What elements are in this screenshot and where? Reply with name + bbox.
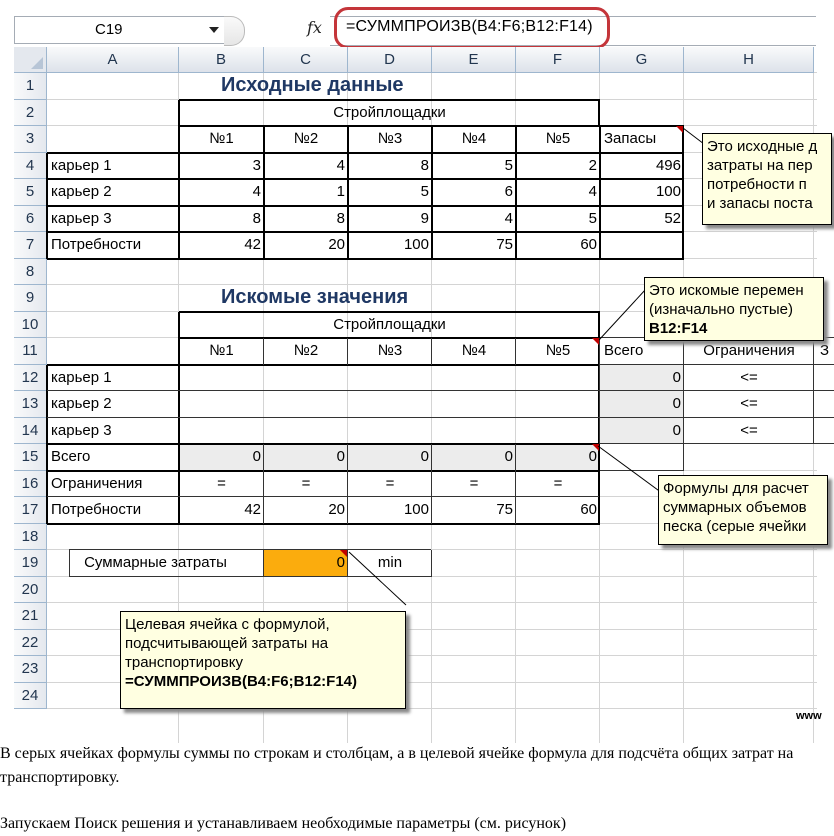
need-cell[interactable]: 42 [244,501,261,518]
comment-line: (изначально пустые) [649,301,794,318]
limit-cell[interactable]: = [217,474,226,492]
cost-cell[interactable]: 2 [588,156,597,174]
limit-cell[interactable]: <= [740,395,758,412]
comment-line: Целевая ячейка с формулой, [125,616,330,633]
cost-cell[interactable]: 1 [336,183,345,200]
connector-line [683,128,704,144]
formula-highlight-oval [334,7,610,49]
total-cell[interactable]: 0 [252,448,261,465]
caption [0,742,816,836]
limit-cell[interactable]: <= [740,368,758,386]
row-header[interactable]: 4 [14,153,47,180]
row-header[interactable]: 8 [14,259,47,286]
column-label[interactable]: №1 [209,342,234,359]
cost-cell[interactable]: 4 [336,156,345,174]
column-label[interactable]: №4 [461,130,487,147]
row-header[interactable]: 15 [14,444,47,471]
cost-cell[interactable]: 3 [252,156,261,174]
comment-line: Формулы для расчет [663,480,809,497]
row-header[interactable]: 17 [14,497,47,524]
comment-line: затраты на пер [707,157,813,174]
caption-paragraph-2: Запускаем Поиск решения и устанавливаем необходимые параметры (см. рисунок) [0,815,567,832]
column-header[interactable]: A [47,47,179,73]
insert-function-icon[interactable]: fx [307,18,322,37]
cost-cell[interactable]: 9 [420,209,429,227]
row-label[interactable]: карьер 3 [51,209,112,227]
column-header[interactable]: C [264,47,348,73]
target-cell[interactable]: 0 [336,554,345,571]
limit-cell[interactable]: = [553,474,563,492]
need-cell[interactable]: 42 [244,236,261,253]
chevron-down-icon[interactable] [209,27,219,33]
comment-line: песка (серые ячейки [663,518,807,535]
row-header[interactable]: 1 [14,73,47,100]
group-header[interactable]: Стройплощадки [333,315,446,333]
row-header[interactable]: 6 [14,206,47,233]
limit-cell[interactable]: = [385,474,395,492]
cost-cell[interactable]: 5 [420,183,429,200]
column-label: З [820,342,830,359]
comment-line: транспортировку [125,654,243,671]
comment-line: =СУММПРОИЗВ(B4:F6;B12:F14) [125,673,358,690]
row-label[interactable]: карьер 1 [51,368,112,386]
column-label[interactable]: №4 [461,342,487,359]
column-label[interactable]: №3 [377,342,403,359]
stock-cell[interactable]: 100 [655,183,681,200]
column-header[interactable]: G [600,47,684,73]
section-title: Исходные данные [221,74,404,96]
cost-cell[interactable]: 6 [504,183,513,200]
stock-cell[interactable]: 52 [664,209,681,227]
total-cell[interactable]: 0 [672,421,681,439]
row-header[interactable]: 13 [14,391,47,418]
row-header[interactable]: 2 [14,100,47,127]
row-header[interactable]: 12 [14,365,47,392]
column-label[interactable]: Запасы [604,130,657,147]
comment-note [120,611,406,709]
comment-line: Это искомые перемен [649,282,804,299]
column-label[interactable]: №1 [209,130,234,147]
comment-line: и запасы поста [707,195,813,212]
column-label[interactable]: №5 [545,130,571,147]
column-label[interactable]: №2 [293,130,319,147]
need-cell[interactable]: 100 [403,236,429,253]
row-header[interactable]: 21 [14,603,47,630]
name-box-value: C19 [95,21,123,38]
cost-cell[interactable]: 5 [504,156,513,174]
row-label[interactable]: карьер 2 [51,395,112,412]
column-label[interactable]: №2 [293,342,319,359]
name-box[interactable] [14,16,226,44]
worksheet-grid[interactable] [14,47,830,740]
comment-line: B12:F14 [649,320,708,337]
row-header[interactable]: 7 [14,232,47,259]
row-header[interactable]: 9 [14,285,47,312]
need-cell[interactable]: 75 [496,236,513,253]
formula-text: =СУММПРОИЗВ(B4:F6;B12:F14) [346,18,593,35]
cost-cell[interactable]: 5 [588,209,597,227]
row-header[interactable]: 23 [14,656,47,683]
row-label[interactable]: карьер 2 [51,183,112,200]
cost-cell[interactable]: 4 [588,183,597,200]
row-header[interactable]: 20 [14,577,47,604]
total-cell[interactable]: 0 [420,448,429,465]
need-cell[interactable]: 60 [580,501,597,518]
row-header[interactable]: 18 [14,524,47,551]
column-label[interactable]: Всего [604,342,644,359]
comment-line: Это исходные д [707,138,818,155]
row-label[interactable]: Ограничения [51,474,143,492]
need-cell[interactable]: 20 [328,501,345,518]
formula-bar [0,0,816,47]
cost-cell[interactable]: 4 [252,183,261,200]
column-header[interactable]: H [684,47,814,73]
row-header[interactable]: 22 [14,630,47,657]
comment-line: подсчитывающей затраты на [125,635,329,652]
connector-line [598,446,662,493]
comment-note [658,475,828,545]
connector-line [349,552,406,605]
need-cell[interactable]: 75 [496,501,513,518]
limit-cell[interactable]: = [469,474,479,492]
row-header[interactable]: 3 [14,126,47,153]
column-header[interactable]: E [432,47,516,73]
cost-cell[interactable]: 4 [504,209,513,227]
row-label[interactable]: Потребности [51,501,142,518]
column-label[interactable]: №5 [545,342,571,359]
watermark-fragment: www [796,710,822,722]
row-header[interactable]: 19 [14,550,47,577]
limit-cell[interactable]: = [301,474,311,492]
column-header[interactable]: B [179,47,264,73]
total-cell[interactable]: 0 [588,448,597,465]
row-header[interactable]: 5 [14,179,47,206]
total-cell[interactable]: 0 [504,448,513,465]
row-header[interactable]: 14 [14,418,47,445]
formula-bar-splitter[interactable] [224,16,245,46]
total-cell[interactable]: 0 [672,395,681,412]
row-label[interactable]: Потребности [51,236,142,253]
need-cell[interactable]: 20 [328,236,345,253]
need-cell[interactable]: 100 [403,501,429,518]
row-label[interactable]: карьер 1 [51,156,112,174]
caption-paragraph-1: В серых ячейках формулы суммы по строкам и столбцам, а в целевой ячейке формула для подсчёта общих затрат на транспортировку. [0,745,794,786]
cost-cell[interactable]: 8 [252,209,261,227]
cost-cell[interactable]: 8 [420,156,429,174]
column-label[interactable]: №3 [377,130,403,147]
section-title: Искомые значения [221,286,409,308]
need-cell[interactable]: 60 [580,236,597,253]
row-label[interactable]: Всего [51,448,91,465]
row-header[interactable]: 11 [14,338,47,365]
summary-label: Суммарные затраты [84,554,227,571]
goal-cell[interactable]: min [377,554,403,571]
comment-line: суммарных объемов [663,499,807,516]
column-header[interactable]: F [516,47,600,73]
total-cell[interactable]: 0 [336,448,345,465]
comment-note [644,277,824,341]
row-header[interactable]: 16 [14,471,47,498]
row-label[interactable]: карьер 3 [51,421,112,439]
connector-line [599,289,646,340]
column-label[interactable]: Ограничения [703,342,795,359]
group-header[interactable]: Стройплощадки [333,103,446,121]
stock-cell[interactable]: 496 [655,156,681,174]
limit-cell[interactable]: <= [740,421,758,439]
column-header[interactable]: D [348,47,432,73]
comment-line: потребности п [707,176,807,193]
row-header[interactable]: 10 [14,312,47,339]
row-header[interactable]: 24 [14,683,47,710]
total-cell[interactable]: 0 [672,368,681,386]
cost-cell[interactable]: 8 [336,209,345,227]
comment-note [702,133,832,225]
